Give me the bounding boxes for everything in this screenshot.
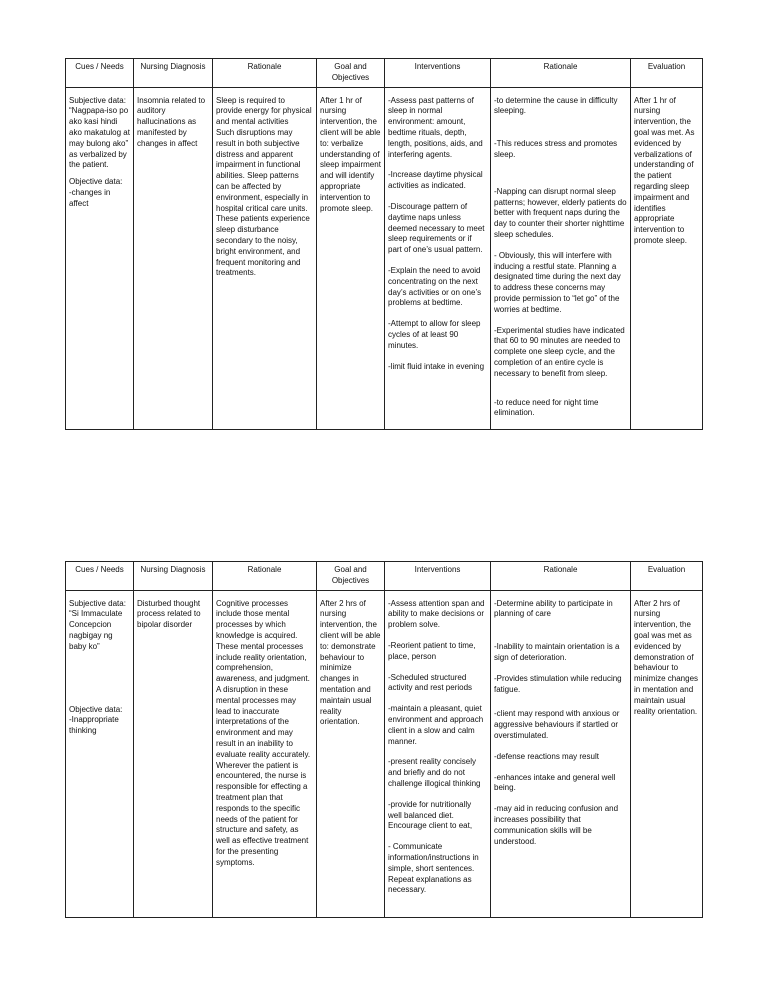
list-item: -This reduces stress and promotes sleep. [494, 139, 618, 159]
rationale-2-cell [491, 87, 631, 429]
evaluation-text: After 2 hrs of nursing intervention, the goal was met as evidenced by demonstration of behaviour to minimize changes in mentation and maintain usual reality orientation. [634, 598, 699, 716]
list-item: -to determine the cause in difficulty sleeping. [494, 95, 618, 116]
list-item: -maintain a pleasant, quiet environment and approach client in a slow and calm manner. [388, 704, 484, 746]
list-item: -Assess attention span and ability to make decisions or problem solve. [388, 598, 485, 630]
rationale-cell [213, 590, 317, 917]
rationale-text: Cognitive processes include those mental processes by which knowledge is acquired. These mental processes include reality orientation, comprehension, awareness, and judgment. A disruption in these mental processes may lead to inaccurate interpretations of the environment and may result in an inability to evaluate reality accurately. Wherever the patient is encountered, the nurse is responsible for effecting a treatment plan that responds to the specific needs of the patient for structure and safety, as well as effective treatment for the presenting symptoms. [216, 598, 311, 867]
goals-cell [317, 87, 385, 429]
cues-cell [66, 590, 134, 917]
table-header-row [66, 59, 703, 88]
goals-text: After 2 hrs of nursing intervention, the client will be able to: demonstrate behaviour to minimize changes in mentation and maintain usual reality orientation. [320, 598, 381, 727]
list-item: -Assess past patterns of sleep in normal environment: amount, bedtime rituals, depth, length, positions, aids, and interfering agents. [388, 95, 483, 159]
rationale-text: Sleep is required to provide energy for physical and mental activities Such disruptions may result in both subjective distress and apparent impairment in functional abilities. Sleep patterns can be affected by environment, especially in hospital critical care units. These patients experience sleep disturbance secondary to the noisy, bright environment, and frequent monitoring and treatments. [216, 95, 312, 278]
interventions-cell [385, 87, 491, 429]
list-item: -Scheduled structured activity and rest periods [388, 672, 473, 693]
list-item: -may aid in reducing confusion and increases possibility that communication skills will be understood. [494, 804, 619, 846]
list-item: -provide for nutritionally well balanced diet. Encourage client to eat, [388, 799, 473, 831]
rationale-2-cell [491, 590, 631, 917]
subjective-data: Subjective data: “Nagpapa-iso po ako kasi hindi ako makatulog at may bulong ako” as verbalized by the patient. [69, 95, 130, 170]
list-item: - Communicate information/instructions in simple, short sentences. Repeat explanations as necessary. [388, 842, 479, 895]
list-item: -Increase daytime physical activities as indicated. [388, 170, 483, 191]
header-rationale: Rationale [213, 59, 317, 88]
objective-data: Objective data: -Inappropriate thinking [69, 704, 123, 736]
header-goals: Goal and Objectives [317, 562, 385, 591]
list-item: -limit fluid intake in evening [388, 361, 485, 371]
rationale-cell [213, 87, 317, 429]
evaluation-cell [631, 87, 703, 429]
diagnosis-text: Disturbed thought process related to bipolar disorder [137, 598, 201, 630]
list-item: -Determine ability to participate in planning of care [494, 598, 613, 619]
header-interventions: Interventions [385, 562, 491, 591]
list-item: -enhances intake and general well being. [494, 772, 616, 793]
care-plan-table-2 [65, 561, 703, 918]
header-diagnosis: Nursing Diagnosis [134, 562, 213, 591]
cues-cell [66, 87, 134, 429]
list-item: -present reality concisely and briefly and do not challenge illogical thinking [388, 757, 481, 788]
list-item: -Attempt to allow for sleep cycles of at least 90 minutes. [388, 319, 481, 350]
interventions-cell [385, 590, 491, 917]
header-cues: Cues / Needs [66, 59, 134, 88]
diagnosis-cell [134, 87, 213, 429]
list-item: -Inability to maintain orientation is a sign of deterioration. [494, 642, 620, 662]
header-cues: Cues / Needs [66, 562, 134, 591]
list-item: -to reduce need for night time elimination. [494, 397, 599, 418]
header-rationale-2: Rationale [491, 59, 631, 88]
diagnosis-cell [134, 590, 213, 917]
table-header-row [66, 562, 703, 591]
evaluation-cell [631, 590, 703, 917]
goals-text: After 1 hr of nursing intervention, the client will be able to: verbalize understanding of sleep impairment and will identify appropriate intervention to promote sleep. [320, 95, 381, 213]
list-item: -Reorient patient to time, place, person [388, 640, 476, 661]
list-item: -Discourage pattern of daytime naps unless deemed necessary to meet sleep requirements or if part of one’s usual pattern. [388, 201, 485, 255]
list-item: -defense reactions may result [494, 751, 599, 761]
list-item: -Napping can disrupt normal sleep patterns; however, elderly patients do better with frequent naps during the day to counter their shorter nighttime sleep schedules. [494, 186, 627, 239]
header-goals: Goal and Objectives [317, 59, 385, 88]
list-item: -Explain the need to avoid concentrating on the next day’s activities or on one’s problems at bedtime. [388, 265, 482, 308]
list-item: -Provides stimulation while reducing fatigue. [494, 673, 622, 694]
diagnosis-text: Insomnia related to auditory hallucinations as manifested by changes in affect [137, 95, 206, 148]
header-diagnosis: Nursing Diagnosis [134, 59, 213, 88]
list-item: -Experimental studies have indicated that 60 to 90 minutes are needed to complete one sleep cycle, and the completion of an entire cycle is necessary to benefit from sleep. [494, 325, 625, 378]
care-plan-table-1 [65, 58, 703, 430]
header-evaluation: Evaluation [631, 562, 703, 591]
subjective-data: Subjective data: “Si Immaculate Concepcion nagbigay ng baby ko” [69, 598, 126, 651]
header-rationale-2: Rationale [491, 562, 631, 591]
header-evaluation: Evaluation [631, 59, 703, 88]
table-row [66, 590, 703, 917]
list-item: - Obviously, this will interfere with inducing a restful state. Planning a designated time during the next day to address these concerns may provide permission to “let go” of the worries at bedtime. [494, 250, 621, 314]
objective-data: Objective data: -changes in affect [69, 177, 123, 208]
header-rationale: Rationale [213, 562, 317, 591]
goals-cell [317, 590, 385, 917]
list-item: -client may respond with anxious or aggressive behaviours if startled or overstimulated. [494, 709, 620, 740]
table-row [66, 87, 703, 429]
header-interventions: Interventions [385, 59, 491, 88]
evaluation-text: After 1 hr of nursing intervention, the goal was met. As evidenced by verbalizations of understanding of the patient regarding sleep impairment and identifies appropriate intervention to promote sleep. [634, 95, 695, 245]
